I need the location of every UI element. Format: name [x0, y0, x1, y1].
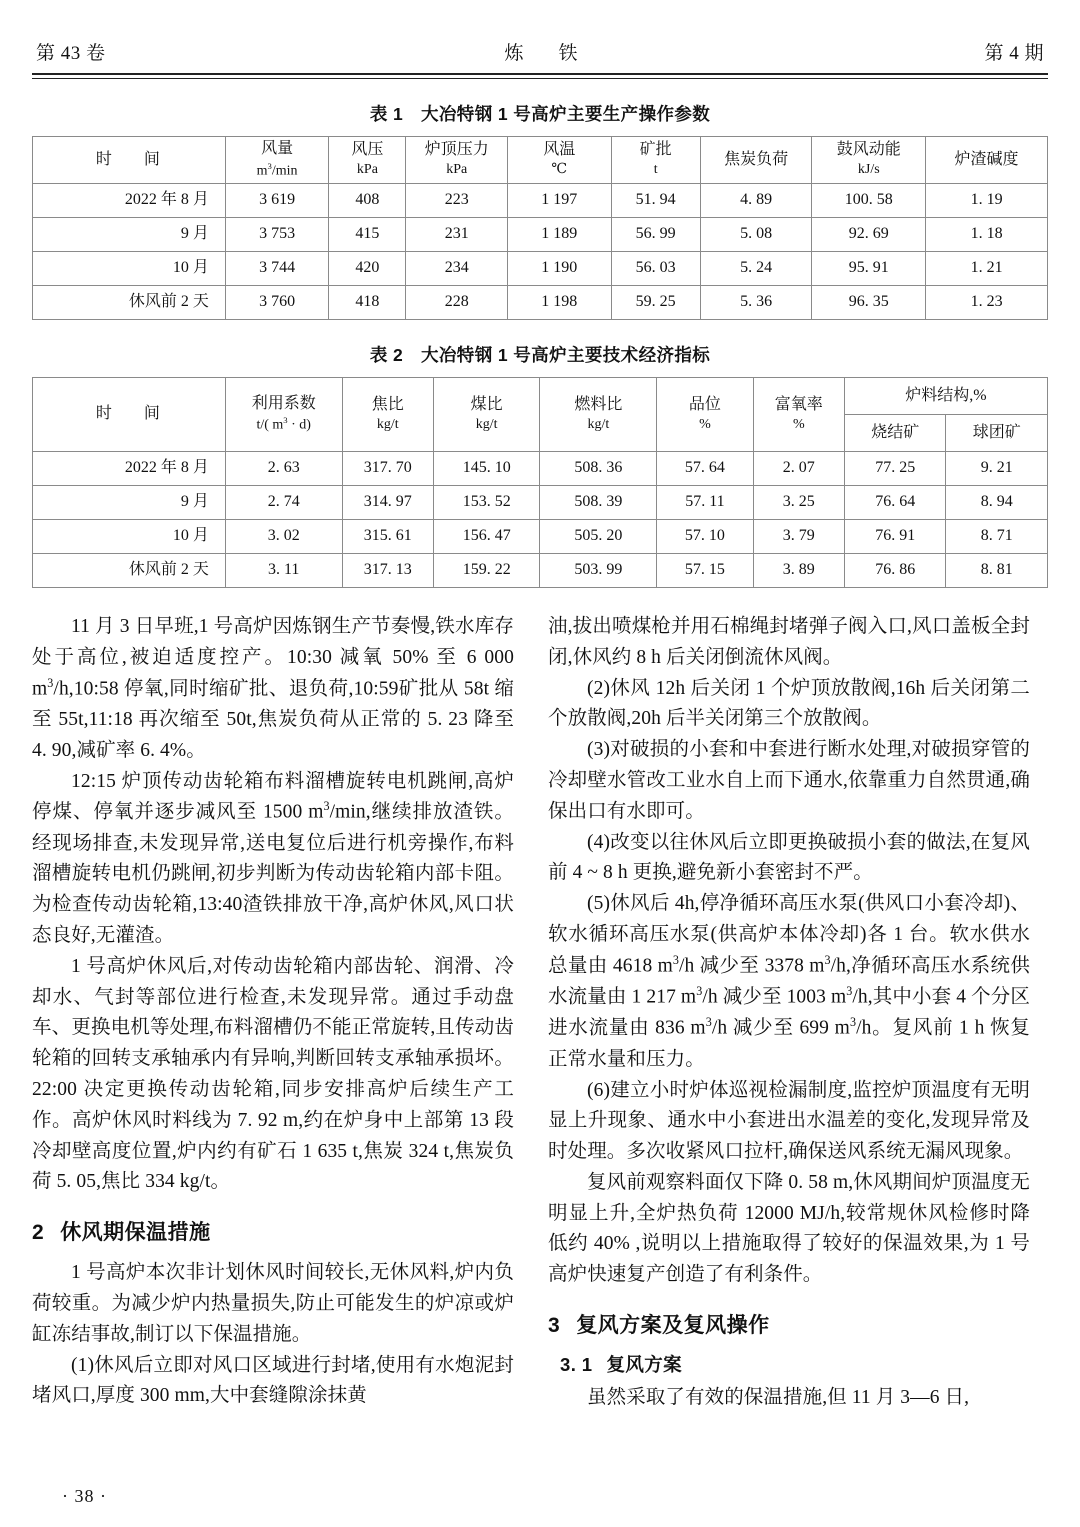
- table1-r1-c5: 56. 99: [611, 218, 700, 252]
- table2-r3-c5: 57. 15: [657, 554, 753, 588]
- table1-r3-c3: 228: [406, 286, 508, 320]
- left-paragraph-4: 1 号高炉本次非计划休风时间较长,无休风料,炉内负荷较重。为减少炉内热量损失,防止可能发生的炉凉或炉缸冻结事故,制订以下保温措施。: [32, 1262, 514, 1345]
- table1-r2-c7: 95. 91: [812, 252, 926, 286]
- section-heading-3: [548, 1309, 1030, 1339]
- table-row: [33, 554, 1048, 588]
- table1-col-slag-basicity: 炉渣碱度: [926, 137, 1048, 184]
- right-paragraph-1: 油,拔出喷煤枪并用石棉绳封堵弹子阀入口,风口盖板全封闭,休风约 8 h 后关闭倒流休风阀。: [548, 616, 1030, 668]
- table1-header-row: [33, 137, 1048, 184]
- table1-r0-c1: 3 619: [225, 184, 329, 218]
- section-3-number: 3: [548, 1314, 561, 1338]
- table1-r0-c0: 2022 年 8 月: [33, 184, 226, 218]
- table2-caption: 表 2 大冶特钢 1 号高炉主要技术经济指标: [369, 345, 711, 366]
- table2-r1-c3: 153. 52: [433, 486, 540, 520]
- subsection-3-1-title: 复风方案: [606, 1354, 683, 1376]
- table1-r1-c0: 9 月: [33, 218, 226, 252]
- table-row: [33, 286, 1048, 320]
- body-columns: [32, 612, 1048, 1414]
- table1-r3-c5: 59. 25: [611, 286, 700, 320]
- subsection-heading-3-1: [548, 1351, 1030, 1377]
- table1-r2-c2: 420: [329, 252, 406, 286]
- table1-col-top-pressure: 炉顶压力 kPa: [406, 137, 508, 184]
- table2-col-time: 时 间: [33, 378, 226, 452]
- table1-r2-c3: 234: [406, 252, 508, 286]
- table2-r2-c6: 3. 79: [753, 520, 844, 554]
- table1-col-blast-temperature: 风温 ℃: [507, 137, 611, 184]
- table2-r0-c4: 508. 36: [540, 452, 657, 486]
- table2-body: [33, 452, 1048, 588]
- table1-col-blast-kinetic-energy: 鼓风动能 kJ/s: [812, 137, 926, 184]
- table2-col-oxygen-enrichment: 富氧率 %: [753, 378, 844, 452]
- table2-r2-c0: 10 月: [33, 520, 226, 554]
- left-paragraph-1: 11 月 3 日早班,1 号高炉因炼钢生产节奏慢,铁水库存处于高位,被迫适度控产。10:30 减氧 50% 至 6 000 $m^3/h,10:58$ 停氧,同时缩矿批、退负荷,10:59矿批从 58t 缩至 55t,11:18 再次缩至 50t,焦炭负荷从正常的 5. 23 降至 4. 90,减矿率 6. 4%。: [32, 616, 514, 761]
- running-head-volume: 第 43 卷: [36, 43, 106, 64]
- table2-r0-c1: 2. 63: [225, 452, 342, 486]
- table1-r2-c1: 3 744: [225, 252, 329, 286]
- table2-r0-c0: 2022 年 8 月: [33, 452, 226, 486]
- table2-col-coke-ratio: 焦比 kg/t: [342, 378, 433, 452]
- table2-r0-c6: 2. 07: [753, 452, 844, 486]
- table-row: [33, 520, 1048, 554]
- table2-col-coal-ratio: 煤比 kg/t: [433, 378, 540, 452]
- right-paragraph-5: (5)休风后 4h,停净循环高压水泵(供风口小套冷却)、软水循环高压水泵(供高炉本体冷却)各 1 台。软水供水总量由 4618 $m^3/h$ 减少至 3378 $m^3/h$,净循环高压水系统供水流量由 1 217 $m^3/h$ 减少至 1003 $m^3/h$,其中小套 4 个分区进水流量由 836 $m^3/h$ 减少至 699 $m^3/h$。复风前 1 h 恢复正常水量和压力。: [548, 893, 1031, 1070]
- table2-col-pellet: 球团矿: [946, 415, 1048, 452]
- table2-group-burden-structure: 炉料结构,%: [844, 378, 1047, 415]
- left-paragraph-2: 12:15 炉顶传动齿轮箱布料溜槽旋转电机跳闸,高炉停煤、停氧并逐步减风至 1500 $m^3/\min$,继续排放渣铁。经现场排查,未发现异常,送电复位后进行机旁操作,布料溜槽旋转电机仍跳闸,初步判断为传动齿轮箱内部卡阻。为检查传动齿轮箱,13:40渣铁排放干净,高炉休风,风口状态良好,无灌渣。: [32, 770, 514, 947]
- table-technical-economic-indicators: [32, 377, 1048, 588]
- table1-r0-c5: 51. 94: [611, 184, 700, 218]
- right-paragraph-2: (2)休风 12h 后关闭 1 个炉顶放散阀,16h 后关闭第二个放散阀,20h 后半关闭第三个放散阀。: [548, 677, 1030, 730]
- table2-r0-c7: 77. 25: [844, 452, 946, 486]
- table1-r1-c3: 231: [406, 218, 508, 252]
- table2-col-fuel-ratio: 燃料比 kg/t: [540, 378, 657, 452]
- table1-col-ore-batch: 矿批 t: [611, 137, 700, 184]
- table1-r3-c4: 1 198: [507, 286, 611, 320]
- right-paragraph-4: (4)改变以往休风后立即更换破损小套的做法,在复风前 4 ~ 8 h 更换,避免新小套密封不严。: [548, 831, 1030, 884]
- table1-r1-c8: 1. 18: [926, 218, 1048, 252]
- table1-r2-c4: 1 190: [507, 252, 611, 286]
- section-3-title: 复风方案及复风操作: [576, 1314, 770, 1338]
- running-head-journal-title: 炼 铁: [504, 43, 586, 64]
- right-paragraph-8: 虽然采取了有效的保温措施,但 11 月 3—6 日,: [587, 1387, 970, 1409]
- table2-r1-c1: 2. 74: [225, 486, 342, 520]
- table1-caption: 表 1 大冶特钢 1 号高炉主要生产操作参数: [369, 104, 711, 124]
- table2-r3-c6: 3. 89: [753, 554, 844, 588]
- table2-r0-c5: 57. 64: [657, 452, 753, 486]
- table1-r3-c1: 3 760: [225, 286, 329, 320]
- section-2-number: 2: [32, 1221, 45, 1245]
- table-row: [33, 486, 1048, 520]
- table1-r2-c0: 10 月: [33, 252, 226, 286]
- table1-r0-c6: 4. 89: [700, 184, 812, 218]
- right-paragraph-7: 复风前观察料面仅下降 0. 58 m,休风期间炉顶温度无明显上升,全炉热负荷 12000 MJ/h,较常规休风检修时降低约 40% ,说明以上措施取得了较好的保温效果,为 1 号高炉快速复产创造了有利条件。: [548, 1171, 1030, 1286]
- table2-r1-c8: 8. 94: [946, 486, 1048, 520]
- table2-r0-c2: 317. 70: [342, 452, 433, 486]
- table2-r2-c3: 156. 47: [433, 520, 540, 554]
- subsection-3-1-number: 3. 1: [560, 1354, 593, 1376]
- table1-r3-c0: 休风前 2 天: [33, 286, 226, 320]
- table1-r0-c3: 223: [406, 184, 508, 218]
- table2-r1-c2: 314. 97: [342, 486, 433, 520]
- table1-col-blast-pressure: 风压 kPa: [329, 137, 406, 184]
- table1-r3-c2: 418: [329, 286, 406, 320]
- right-column: [548, 612, 1030, 1414]
- table2-r1-c6: 3. 25: [753, 486, 844, 520]
- left-paragraph-3: 1 号高炉休风后,对传动齿轮箱内部齿轮、润滑、冷却水、气封等部位进行检查,未发现异常。通过手动盘车、更换电机等处理,布料溜槽仍不能正常旋转,且传动齿轮箱的回转支承轴承内有异响,判断回转支承轴承损坏。22:00 决定更换传动齿轮箱,同步安排高炉后续生产工作。高炉休风时料线为 7. 92 m,约在炉身中上部第 13 段冷却壁高度位置,炉内约有矿石 1 635 t,焦炭 324 t,焦炭负荷 5. 05,焦比 334 kg/t。: [32, 955, 514, 1193]
- table2-col-grade: 品位 %: [657, 378, 753, 452]
- table-row: [33, 252, 1048, 286]
- running-head: [32, 0, 1048, 65]
- table2-r2-c7: 76. 91: [844, 520, 946, 554]
- table2-r3-c2: 317. 13: [342, 554, 433, 588]
- table2-r3-c1: 3. 11: [225, 554, 342, 588]
- table2-r0-c3: 145. 10: [433, 452, 540, 486]
- left-column: [32, 612, 514, 1414]
- table1-r1-c1: 3 753: [225, 218, 329, 252]
- running-head-issue: 第 4 期: [984, 43, 1044, 64]
- table1-r1-c2: 415: [329, 218, 406, 252]
- table2-r2-c2: 315. 61: [342, 520, 433, 554]
- page-number: · 38 ·: [62, 1486, 107, 1506]
- table2-r3-c4: 503. 99: [540, 554, 657, 588]
- table1-r3-c7: 96. 35: [812, 286, 926, 320]
- table1-col-time: 时 间: [33, 137, 226, 184]
- table2-r3-c7: 76. 86: [844, 554, 946, 588]
- section-2-title: 休风期保温措施: [60, 1221, 211, 1245]
- table-row: [33, 184, 1048, 218]
- table1-r2-c6: 5. 24: [700, 252, 812, 286]
- table1-r0-c7: 100. 58: [812, 184, 926, 218]
- table1-col-coke-load: 焦炭负荷: [700, 137, 812, 184]
- table2-r0-c8: 9. 21: [946, 452, 1048, 486]
- table2-r1-c4: 508. 39: [540, 486, 657, 520]
- table2-r3-c8: 8. 81: [946, 554, 1048, 588]
- section-heading-2: [32, 1216, 514, 1246]
- table2-r2-c5: 57. 10: [657, 520, 753, 554]
- table1-r0-c2: 408: [329, 184, 406, 218]
- right-paragraph-6: (6)建立小时炉体巡视检漏制度,监控炉顶温度有无明显上升现象、通水中小套进出水温差的变化,发现异常及时处理。多次收紧风口拉杆,确保送风系统无漏风现象。: [548, 1079, 1030, 1163]
- table1-r0-c8: 1. 19: [926, 184, 1048, 218]
- table1-r1-c6: 5. 08: [700, 218, 812, 252]
- table2-r3-c0: 休风前 2 天: [33, 554, 226, 588]
- table1-r2-c8: 1. 21: [926, 252, 1048, 286]
- table1-r3-c6: 5. 36: [700, 286, 812, 320]
- table2-col-sinter: 烧结矿: [844, 415, 946, 452]
- table-row: [33, 452, 1048, 486]
- table1-col-blast-volume: 风量 $m^3/\min$: [225, 137, 329, 184]
- table2-header-row-1: [33, 378, 1048, 415]
- table2-r1-c5: 57. 11: [657, 486, 753, 520]
- table2-r1-c7: 76. 64: [844, 486, 946, 520]
- table1-r0-c4: 1 197: [507, 184, 611, 218]
- header-rule: [32, 73, 1048, 79]
- table1-r2-c5: 56. 03: [611, 252, 700, 286]
- right-paragraph-3: (3)对破损的小套和中套进行断水处理,对破损穿管的冷却壁水管改工业水自上而下通水,依靠重力自然贯通,确保出口有水即可。: [548, 739, 1030, 822]
- table2-r2-c4: 505. 20: [540, 520, 657, 554]
- table-production-parameters: [32, 136, 1048, 320]
- left-paragraph-5: (1)休风后立即对风口区域进行封堵,使用有水炮泥封堵风口,厚度 300 mm,大中套缝隙涂抹黄: [32, 1354, 514, 1407]
- table2-r2-c8: 8. 71: [946, 520, 1048, 554]
- table2-r1-c0: 9 月: [33, 486, 226, 520]
- table1-r1-c7: 92. 69: [812, 218, 926, 252]
- table-row: [33, 218, 1048, 252]
- table2-r3-c3: 159. 22: [433, 554, 540, 588]
- table1-r1-c4: 1 189: [507, 218, 611, 252]
- table2-col-utilization-coefficient: 利用系数 t/( $m^3 \cdot d$): [225, 378, 342, 452]
- table2-r2-c1: 3. 02: [225, 520, 342, 554]
- table1-r3-c8: 1. 23: [926, 286, 1048, 320]
- table1-body: [33, 184, 1048, 320]
